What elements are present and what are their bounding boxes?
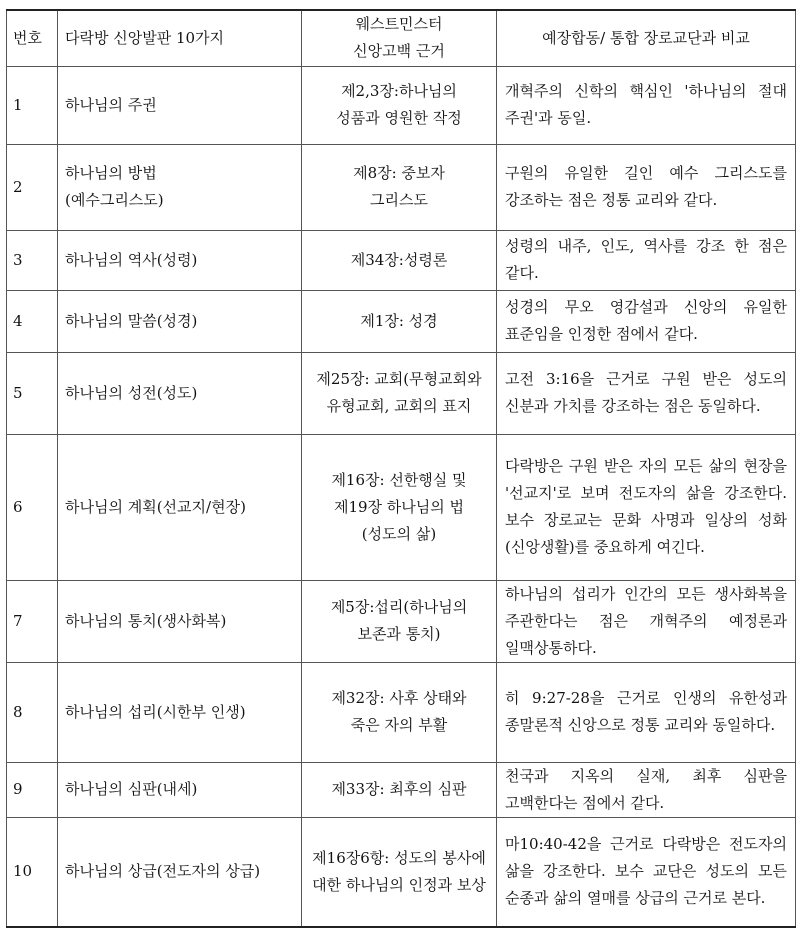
table-row <box>7 144 796 230</box>
table-row <box>7 230 796 290</box>
row-basis: 제16장6항: 성도의 봉사에 대한 하나님의 인정과 보상 <box>302 817 497 927</box>
table-row <box>7 580 796 662</box>
table-row <box>7 290 796 352</box>
row-comparison: 히 9:27-28을 근거로 인생의 유한성과 종말론적 신앙으로 정통 교리와 동일하다. <box>497 662 796 762</box>
row-number: 8 <box>7 662 58 762</box>
row-number: 2 <box>7 144 58 230</box>
row-comparison: 성경의 무오 영감설과 신앙의 유일한 표준임을 인정한 점에서 같다. <box>497 290 796 352</box>
row-comparison: 하나님의 섭리가 인간의 모든 생사화복을 주관한다는 점은 개혁주의 예정론과 일맥상통하다. <box>497 580 796 662</box>
row-comparison: 다락방은 구원 받은 자의 모든 삶의 현장을 '선교지'로 보며 전도자의 삶을 강조한다. 보수 장로교는 문화 사명과 일상의 성화(신앙생활)를 중요하게 여긴다. <box>497 434 796 580</box>
row-number: 9 <box>7 762 58 817</box>
row-topic: 하나님의 방법 (예수그리스도) <box>58 144 302 230</box>
row-comparison: 개혁주의 신학의 핵심인 '하나님의 절대 주권'과 동일. <box>497 66 796 144</box>
table-row <box>7 817 796 927</box>
row-basis: 제33장: 최후의 심판 <box>302 762 497 817</box>
row-basis: 제2,3장:하나님의 성품과 영원한 작정 <box>302 66 497 144</box>
row-basis: 제32장: 사후 상태와 죽은 자의 부활 <box>302 662 497 762</box>
row-topic: 하나님의 계획(선교지/현장) <box>58 434 302 580</box>
row-topic: 하나님의 통치(생사화복) <box>58 580 302 662</box>
row-number: 1 <box>7 66 58 144</box>
table-row <box>7 352 796 434</box>
row-topic: 하나님의 역사(성령) <box>58 230 302 290</box>
header-topic: 다락방 신앙발판 10가지 <box>58 10 302 66</box>
table-row <box>7 66 796 144</box>
row-comparison: 구원의 유일한 길인 예수 그리스도를 강조하는 점은 정통 교리와 같다. <box>497 144 796 230</box>
row-comparison: 천국과 지옥의 실재, 최후 심판을 고백한다는 점에서 같다. <box>497 762 796 817</box>
row-number: 6 <box>7 434 58 580</box>
row-basis: 제5장:섭리(하나님의 보존과 통치) <box>302 580 497 662</box>
comparison-table <box>6 9 796 928</box>
header-basis: 웨스트민스터 신앙고백 근거 <box>302 10 497 66</box>
row-topic: 하나님의 심판(내세) <box>58 762 302 817</box>
row-basis: 제8장: 중보자 그리스도 <box>302 144 497 230</box>
header-comparison: 예장합동/ 통합 장로교단과 비교 <box>497 10 796 66</box>
row-number: 3 <box>7 230 58 290</box>
row-topic: 하나님의 성전(성도) <box>58 352 302 434</box>
row-number: 5 <box>7 352 58 434</box>
row-comparison: 마10:40-42을 근거로 다락방은 전도자의 삶을 강조한다. 보수 교단은 성도의 모든 순종과 삶의 열매를 상급의 근거로 본다. <box>497 817 796 927</box>
row-basis: 제16장: 선한행실 및 제19장 하나님의 법(성도의 삶) <box>302 434 497 580</box>
row-topic: 하나님의 섭리(시한부 인생) <box>58 662 302 762</box>
row-topic: 하나님의 말씀(성경) <box>58 290 302 352</box>
row-basis: 제25장: 교회(무형교회와 유형교회, 교회의 표지 <box>302 352 497 434</box>
row-number: 10 <box>7 817 58 927</box>
row-comparison: 고전 3:16을 근거로 구원 받은 성도의 신분과 가치를 강조하는 점은 동일하다. <box>497 352 796 434</box>
row-number: 4 <box>7 290 58 352</box>
row-comparison: 성령의 내주, 인도, 역사를 강조 한 점은 같다. <box>497 230 796 290</box>
row-number: 7 <box>7 580 58 662</box>
row-topic: 하나님의 주권 <box>58 66 302 144</box>
row-topic: 하나님의 상급(전도자의 상급) <box>58 817 302 927</box>
header-number: 번호 <box>7 10 58 66</box>
row-basis: 제34장:성령론 <box>302 230 497 290</box>
table-row <box>7 662 796 762</box>
row-basis: 제1장: 성경 <box>302 290 497 352</box>
table-row <box>7 762 796 817</box>
table-header-row <box>7 10 796 66</box>
table-row <box>7 434 796 580</box>
